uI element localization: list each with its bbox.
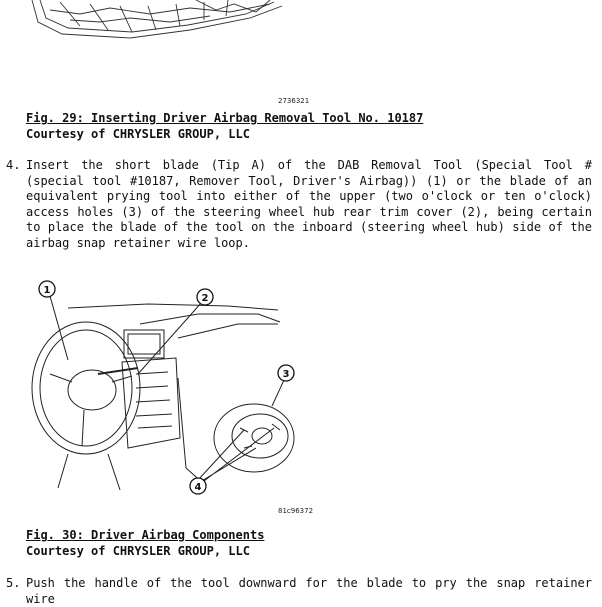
step-5-text: Push the handle of the tool downward for the blade to pry the snap retainer wire: [26, 576, 592, 606]
figure-29-caption-block: [26, 111, 423, 142]
figure-30-image-code: 81c96372: [278, 507, 314, 515]
figure-30-caption-block: [26, 528, 264, 559]
step-4-text: Insert the short blade (Tip A) of the DAB Removal Tool (Special Tool # (special tool #10187, Remover Tool, Driver's Airbag)) (1) or the blade of an equivalent prying tool into either of the upper (two o'clock or ten o'clock) access holes (3) of the steering wheel hub rear trim cover (2), being certain to place the blade of the tool on the inboard (steering wheel hub) side of the airbag snap retainer wire loop.: [26, 158, 592, 250]
figure-30-title: Fig. 30: Driver Airbag Components: [26, 528, 265, 542]
figure-29-credit: Courtesy of CHRYSLER GROUP, LLC: [26, 126, 250, 141]
figure-29-image-code: 2736321: [278, 97, 310, 105]
callout-4-label: 4: [194, 482, 202, 493]
callout-3-label: 3: [282, 369, 290, 380]
figure-29-illustration: [20, 0, 300, 42]
figure-30-illustration: [28, 278, 308, 500]
step-5: [6, 576, 594, 606]
figure-30-credit: Courtesy of CHRYSLER GROUP, LLC: [26, 543, 250, 558]
step-4-number: 4.: [6, 158, 21, 172]
figure-29-title: Fig. 29: Inserting Driver Airbag Removal Tool No. 10187: [26, 111, 424, 125]
step-5-number: 5.: [6, 576, 21, 590]
step-4: [6, 158, 594, 254]
callout-1-label: 1: [43, 285, 51, 296]
callout-2-label: 2: [201, 293, 209, 304]
